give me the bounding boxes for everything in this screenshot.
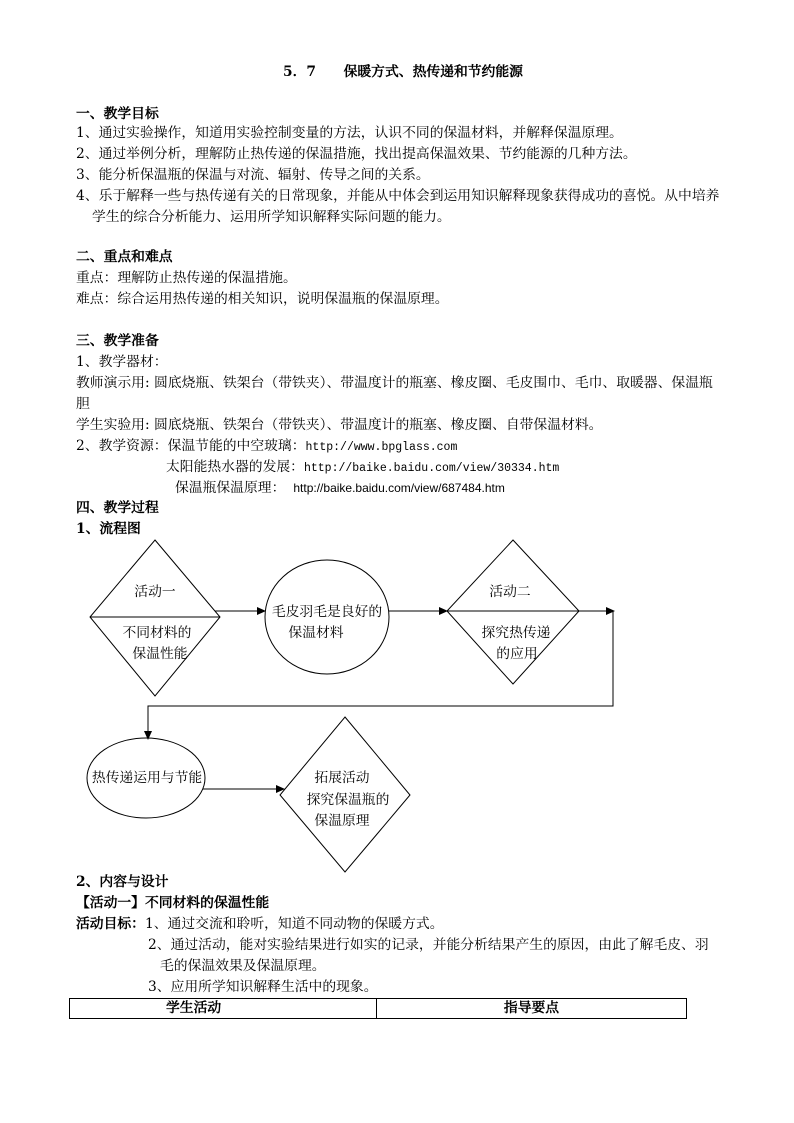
goal-item: 1、通过实验操作，知道用实验控制变量的方法，认识不同的保温材料，并解释保温原理。 [76, 125, 623, 141]
activity-goal-item: 3、应用所学知识解释生活中的现象。 [148, 979, 378, 995]
resource-url: http://baike.baidu.com/view/687484.htm [293, 481, 505, 495]
focus-point: 重点：理解防止热传递的保温措施。 [76, 270, 297, 286]
extension-text: 保温原理 [314, 813, 370, 829]
activity-table-header [69, 998, 687, 1019]
table-header-student-activity: 学生活动 [70, 999, 377, 1018]
activity-goals-label: 活动目标： [76, 916, 145, 932]
activity-goal-item: 1、通过交流和聆听，知道不同动物的保暖方式。 [144, 916, 444, 932]
activity-2-text: 探究热传递 [481, 625, 551, 641]
activity-goals-line [76, 914, 444, 934]
extension-text: 拓展活动 [314, 770, 370, 786]
activity-2-diamond [447, 540, 579, 684]
resource-url: http://www.bpglass.com [305, 441, 458, 454]
key-points-heading: 二、重点和难点 [76, 249, 173, 265]
conclusion-1-text: 毛皮羽毛是良好的 [271, 604, 383, 620]
process-heading: 四、教学过程 [76, 500, 159, 516]
flowchart-label: 1、流程图 [76, 521, 141, 537]
application-text: 热传递运用与节能 [91, 770, 203, 786]
resource-url: http://baike.baidu.com/view/30334.htm [303, 462, 560, 475]
activity-1-diamond [90, 540, 220, 696]
flowchart [0, 530, 700, 890]
resource-line [166, 457, 559, 477]
content-heading: 2、内容与设计 [76, 874, 169, 890]
activity-1-text: 不同材料的 [122, 625, 192, 641]
goal-item: 3、能分析保温瓶的保温与对流、辐射、传导之间的关系。 [76, 167, 430, 183]
goal-item: 2、通过举例分析，理解防止热传递的保温措施，找出提高保温效果、节约能源的几种方法。 [76, 146, 637, 162]
resource-line [76, 436, 457, 456]
teacher-demo-equipment-continuation: 胆 [76, 396, 90, 412]
resource-line [175, 478, 505, 498]
goal-item-continuation: 学生的综合分析能力、运用所学知识解释实际问题的能力。 [92, 209, 451, 225]
extension-text: 探究保温瓶的 [306, 792, 390, 808]
resource-name: 保温节能的中空玻璃： [167, 438, 306, 454]
student-experiment-equipment: 学生实验用: 圆底烧瓶、铁架台（带铁夹）、带温度计的瓶塞、橡皮圈、自带保温材料。 [76, 417, 603, 433]
activity-2-text: 的应用 [496, 646, 538, 662]
resource-name: 太阳能热水器的发展： [166, 459, 304, 475]
activity-2-label: 活动二 [489, 584, 531, 600]
conclusion-1-text: 保温材料 [288, 625, 344, 641]
goals-heading: 一、教学目标 [76, 106, 159, 122]
activity-1-title: 【活动一】不同材料的保温性能 [76, 895, 270, 911]
activity-goal-item-continuation: 毛的保温效果及保温原理。 [160, 958, 326, 974]
goal-item: 4、乐于解释一些与热传递有关的日常现象，并能从中体会到运用知识解释现象获得成功的喜悦。从中培养 [76, 188, 720, 204]
table-header-guidance-points: 指导要点 [503, 1000, 560, 1016]
page-title: 5．7 保暖方式、热传递和节约能源 [283, 64, 523, 80]
resources-label: 2、教学资源： [76, 438, 168, 454]
resource-name: 保温瓶保温原理： [175, 480, 286, 496]
activity-goal-item: 2、通过活动，能对实验结果进行如实的记录，并能分析结果产生的原因，由此了解毛皮、羽 [148, 937, 709, 953]
difficulty-point: 难点：综合运用热传递的相关知识，说明保温瓶的保温原理。 [76, 291, 449, 307]
preparation-heading: 三、教学准备 [76, 333, 159, 349]
activity-1-text: 保温性能 [132, 646, 188, 662]
teacher-demo-equipment: 教师演示用: 圆底烧瓶、铁架台（带铁夹）、带温度计的瓶塞、橡皮圈、毛皮围巾、毛巾、取暖器、保温瓶 [76, 375, 713, 391]
activity-1-label: 活动一 [134, 584, 176, 600]
equipment-label: 1、教学器材： [76, 354, 168, 370]
